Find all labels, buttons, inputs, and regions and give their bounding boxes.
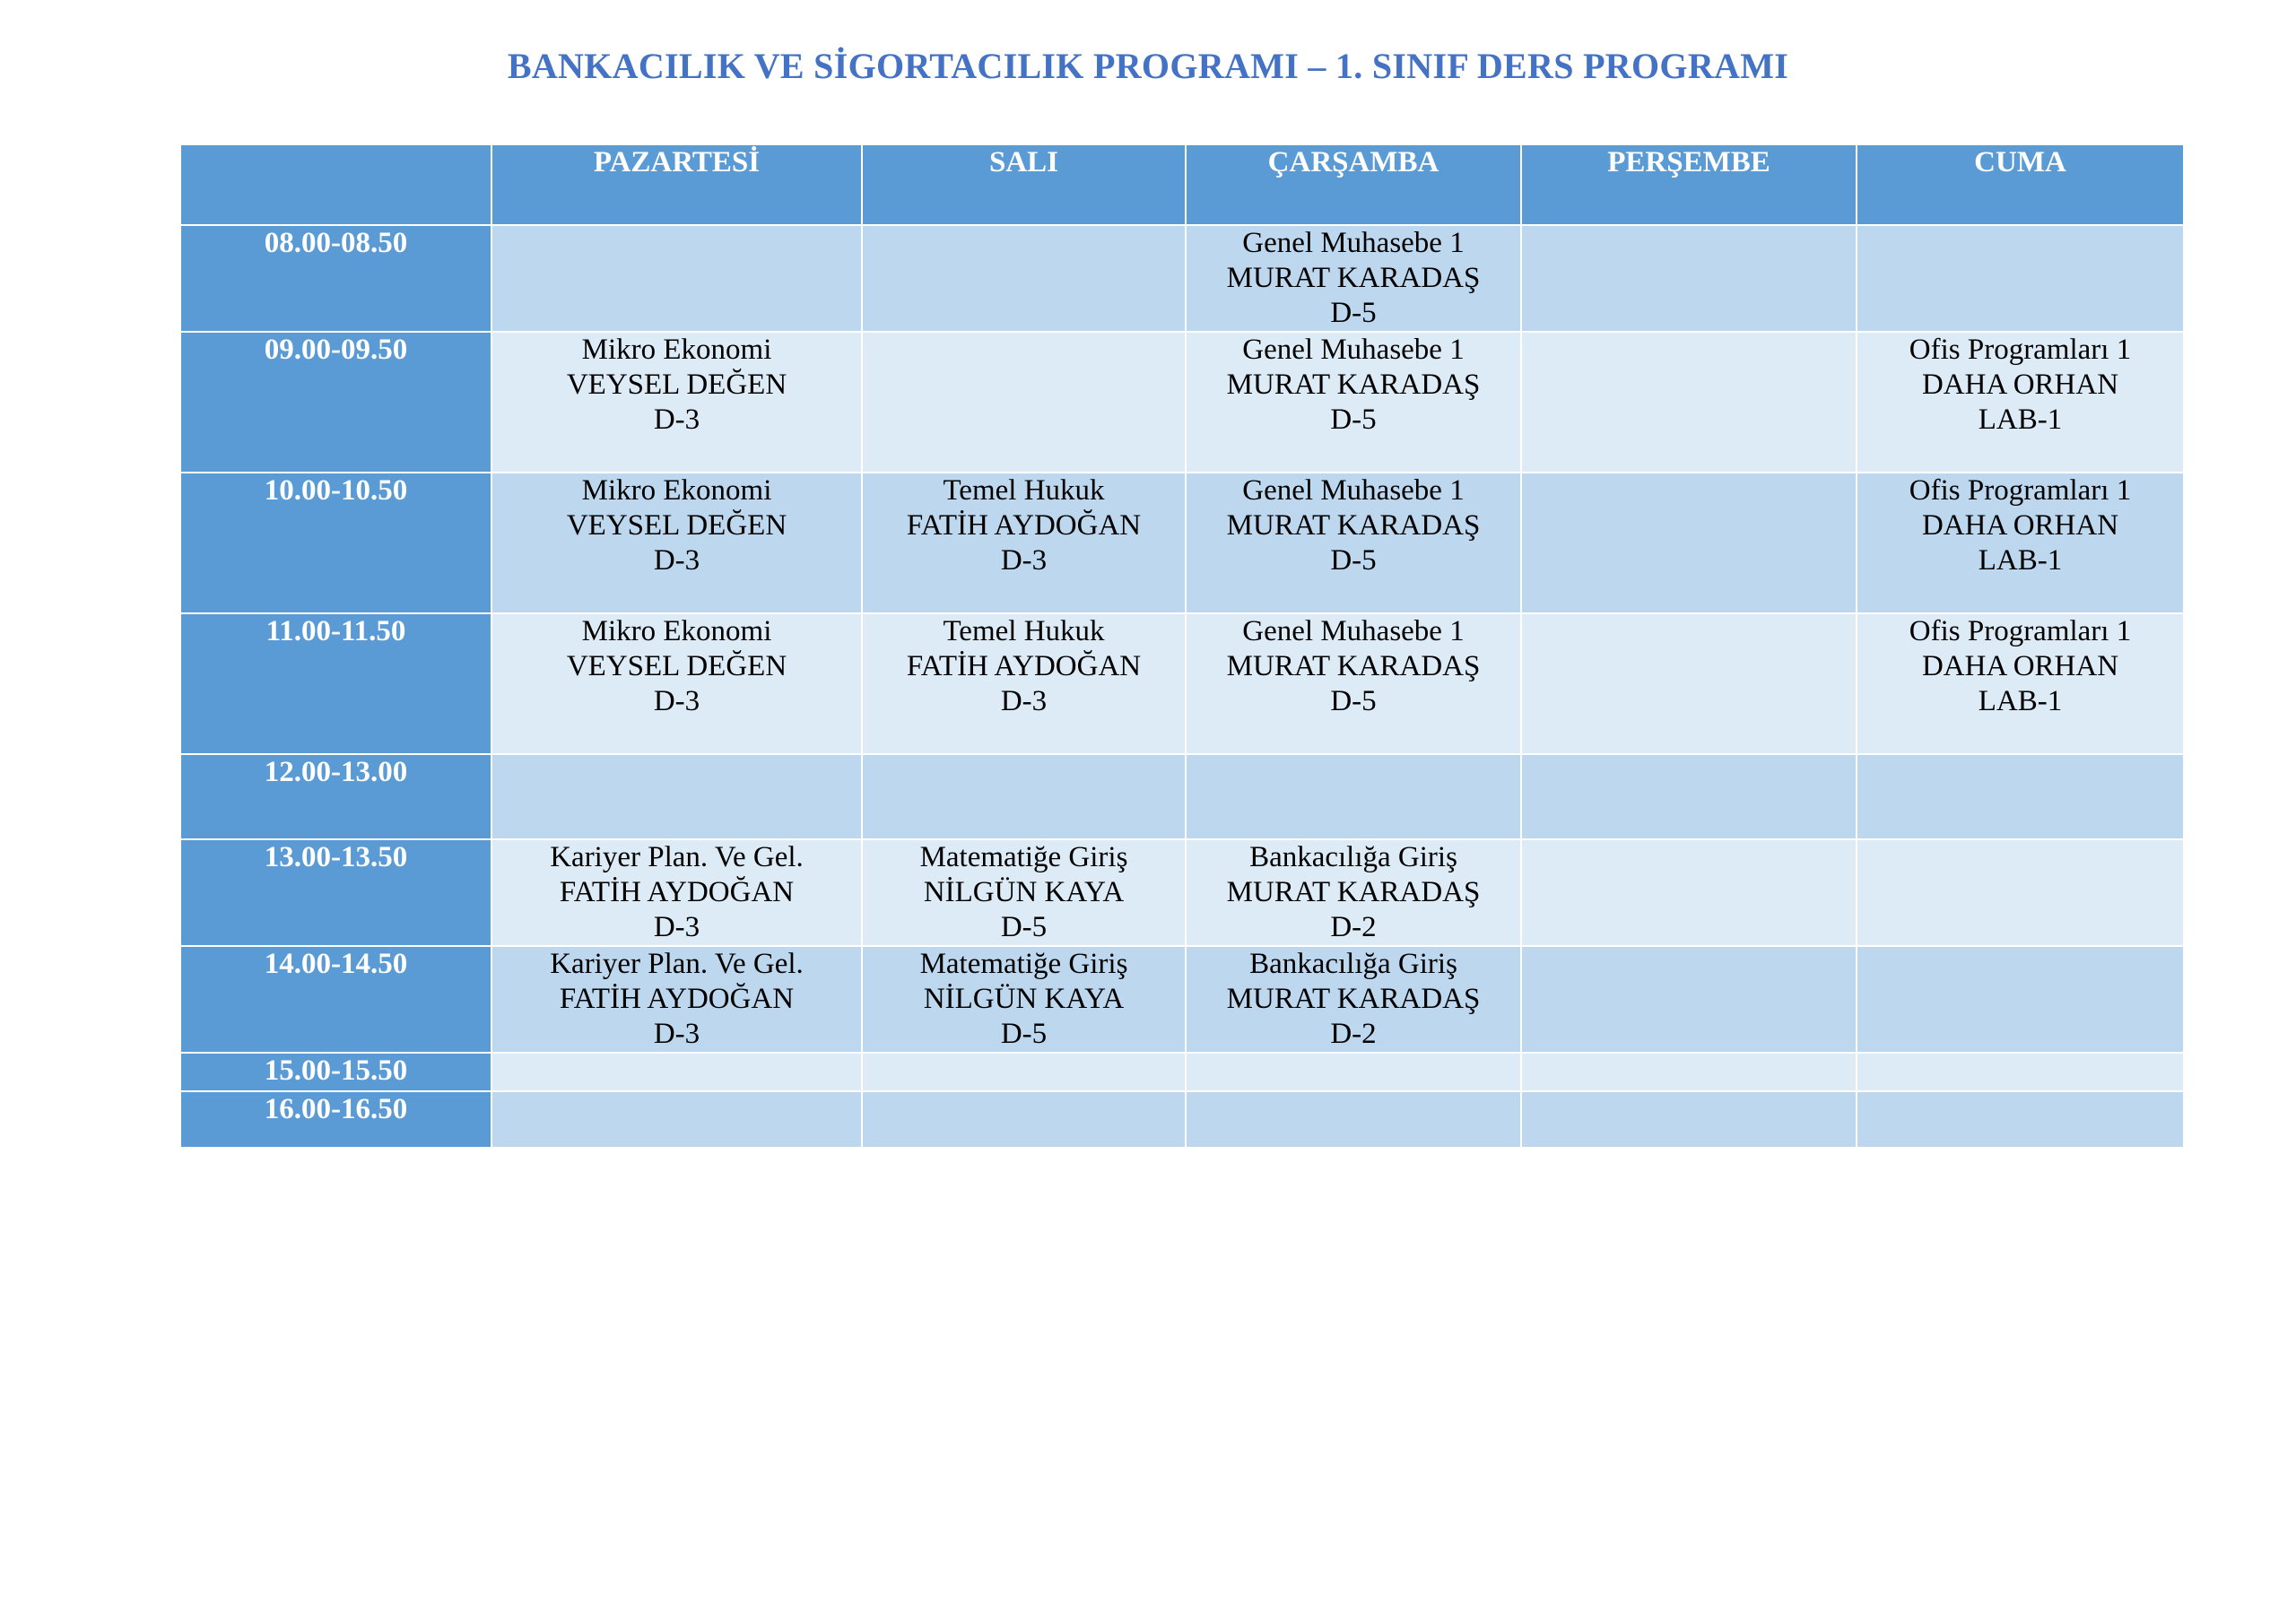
schedule-table (179, 143, 2185, 1149)
classroom: D-5 (1330, 544, 1377, 577)
schedule-row (180, 473, 2184, 613)
instructor-name: FATİH AYDOĞAN (906, 650, 1142, 682)
time-slot-label: 16.00-16.50 (180, 1091, 491, 1148)
instructor-name: MURAT KARADAŞ (1226, 876, 1481, 908)
schedule-cell-friday (1857, 1053, 2184, 1091)
instructor-name: FATİH AYDOĞAN (559, 876, 795, 908)
classroom: LAB-1 (1978, 404, 2063, 436)
schedule-cell-monday (491, 754, 862, 839)
schedule-row (180, 613, 2184, 754)
schedule-cell-wednesday (1186, 613, 1521, 754)
instructor-name: NİLGÜN KAYA (923, 876, 1125, 908)
header-corner (180, 144, 491, 225)
classroom: D-3 (653, 544, 700, 577)
schedule-cell-friday (1857, 613, 2184, 754)
course-name: Matematiğe Giriş (919, 948, 1128, 980)
course-name: Genel Muhasebe 1 (1242, 474, 1465, 507)
schedule-cell-tuesday (862, 946, 1186, 1053)
time-slot-label: 11.00-11.50 (180, 613, 491, 754)
instructor-name: MURAT KARADAŞ (1226, 650, 1481, 682)
course-name: Bankacılığa Giriş (1249, 948, 1457, 980)
schedule-row (180, 332, 2184, 473)
header-day-thursday: PERŞEMBE (1521, 144, 1857, 225)
course-name: Mikro Ekonomi (581, 615, 772, 647)
classroom: D-5 (1330, 685, 1377, 717)
schedule-row (180, 754, 2184, 839)
schedule-cell-friday (1857, 946, 2184, 1053)
classroom: D-5 (1000, 1018, 1048, 1050)
schedule-cell-monday (491, 1091, 862, 1148)
header-day-wednesday: ÇARŞAMBA (1186, 144, 1521, 225)
classroom: D-2 (1330, 1018, 1377, 1050)
header-day-friday: CUMA (1857, 144, 2184, 225)
instructor-name: MURAT KARADAŞ (1226, 509, 1481, 542)
course-name: Kariyer Plan. Ve Gel. (550, 948, 804, 980)
schedule-cell-thursday (1521, 473, 1857, 613)
schedule-cell-monday (491, 473, 862, 613)
schedule-cell-friday (1857, 225, 2184, 332)
classroom: D-3 (1000, 544, 1048, 577)
schedule-cell-thursday (1521, 946, 1857, 1053)
schedule-cell-wednesday (1186, 1053, 1521, 1091)
time-slot-label: 14.00-14.50 (180, 946, 491, 1053)
schedule-cell-thursday (1521, 332, 1857, 473)
course-name: Genel Muhasebe 1 (1242, 615, 1465, 647)
schedule-cell-monday (491, 946, 862, 1053)
schedule-cell-thursday (1521, 754, 1857, 839)
schedule-cell-friday (1857, 1091, 2184, 1148)
schedule-cell-tuesday (862, 613, 1186, 754)
schedule-row (180, 1053, 2184, 1091)
schedule-cell-monday (491, 225, 862, 332)
schedule-cell-friday (1857, 473, 2184, 613)
course-name: Temel Hukuk (943, 474, 1105, 507)
classroom: D-2 (1330, 911, 1377, 943)
course-name: Mikro Ekonomi (581, 334, 772, 366)
instructor-name: DAHA ORHAN (1921, 369, 2119, 401)
time-slot-label: 09.00-09.50 (180, 332, 491, 473)
instructor-name: FATİH AYDOĞAN (906, 509, 1142, 542)
schedule-cell-monday (491, 839, 862, 946)
course-name: Ofis Programları 1 (1909, 474, 2132, 507)
schedule-cell-wednesday (1186, 1091, 1521, 1148)
schedule-cell-tuesday (862, 754, 1186, 839)
instructor-name: MURAT KARADAŞ (1226, 369, 1481, 401)
schedule-cell-thursday (1521, 1053, 1857, 1091)
course-name: Ofis Programları 1 (1909, 334, 2132, 366)
schedule-cell-tuesday (862, 225, 1186, 332)
classroom: D-5 (1330, 297, 1377, 329)
classroom: LAB-1 (1978, 544, 2063, 577)
classroom: LAB-1 (1978, 685, 2063, 717)
instructor-name: FATİH AYDOĞAN (559, 983, 795, 1015)
schedule-cell-monday (491, 1053, 862, 1091)
schedule-cell-thursday (1521, 613, 1857, 754)
schedule-cell-tuesday (862, 1053, 1186, 1091)
schedule-cell-friday (1857, 839, 2184, 946)
instructor-name: MURAT KARADAŞ (1226, 262, 1481, 294)
instructor-name: DAHA ORHAN (1921, 509, 2119, 542)
instructor-name: DAHA ORHAN (1921, 650, 2119, 682)
course-name: Mikro Ekonomi (581, 474, 772, 507)
schedule-row (180, 839, 2184, 946)
instructor-name: MURAT KARADAŞ (1226, 983, 1481, 1015)
course-name: Genel Muhasebe 1 (1242, 334, 1465, 366)
schedule-cell-wednesday (1186, 473, 1521, 613)
schedule-cell-wednesday (1186, 754, 1521, 839)
schedule-cell-wednesday (1186, 839, 1521, 946)
page-title: BANKACILIK VE SİGORTACILIK PROGRAMI – 1. SINIF DERS PROGRAMI (507, 46, 1789, 86)
schedule-cell-wednesday (1186, 332, 1521, 473)
time-slot-label: 15.00-15.50 (180, 1053, 491, 1091)
course-name: Bankacılığa Giriş (1249, 841, 1457, 873)
schedule-cell-wednesday (1186, 225, 1521, 332)
schedule-cell-tuesday (862, 473, 1186, 613)
instructor-name: VEYSEL DEĞEN (566, 509, 787, 542)
schedule-cell-friday (1857, 754, 2184, 839)
header-row (180, 144, 2184, 225)
schedule-cell-wednesday (1186, 946, 1521, 1053)
schedule-row (180, 946, 2184, 1053)
schedule-cell-thursday (1521, 225, 1857, 332)
time-slot-label: 12.00-13.00 (180, 754, 491, 839)
schedule-cell-monday (491, 613, 862, 754)
course-name: Genel Muhasebe 1 (1242, 227, 1465, 259)
course-name: Matematiğe Giriş (919, 841, 1128, 873)
instructor-name: NİLGÜN KAYA (923, 983, 1125, 1015)
time-slot-label: 13.00-13.50 (180, 839, 491, 946)
classroom: D-3 (653, 911, 700, 943)
schedule-cell-tuesday (862, 1091, 1186, 1148)
course-name: Ofis Programları 1 (1909, 615, 2132, 647)
schedule-cell-monday (491, 332, 862, 473)
schedule-cell-thursday (1521, 839, 1857, 946)
instructor-name: VEYSEL DEĞEN (566, 650, 787, 682)
classroom: D-3 (653, 404, 700, 436)
course-name: Kariyer Plan. Ve Gel. (550, 841, 804, 873)
time-slot-label: 08.00-08.50 (180, 225, 491, 332)
header-day-tuesday: SALI (862, 144, 1186, 225)
classroom: D-5 (1000, 911, 1048, 943)
classroom: D-3 (1000, 685, 1048, 717)
time-slot-label: 10.00-10.50 (180, 473, 491, 613)
course-name: Temel Hukuk (943, 615, 1105, 647)
instructor-name: VEYSEL DEĞEN (566, 369, 787, 401)
schedule-cell-tuesday (862, 839, 1186, 946)
header-day-monday: PAZARTESİ (491, 144, 862, 225)
schedule-cell-tuesday (862, 332, 1186, 473)
schedule-row (180, 225, 2184, 332)
classroom: D-3 (653, 685, 700, 717)
schedule-cell-friday (1857, 332, 2184, 473)
classroom: D-3 (653, 1018, 700, 1050)
classroom: D-5 (1330, 404, 1377, 436)
schedule-cell-thursday (1521, 1091, 1857, 1148)
schedule-row (180, 1091, 2184, 1148)
